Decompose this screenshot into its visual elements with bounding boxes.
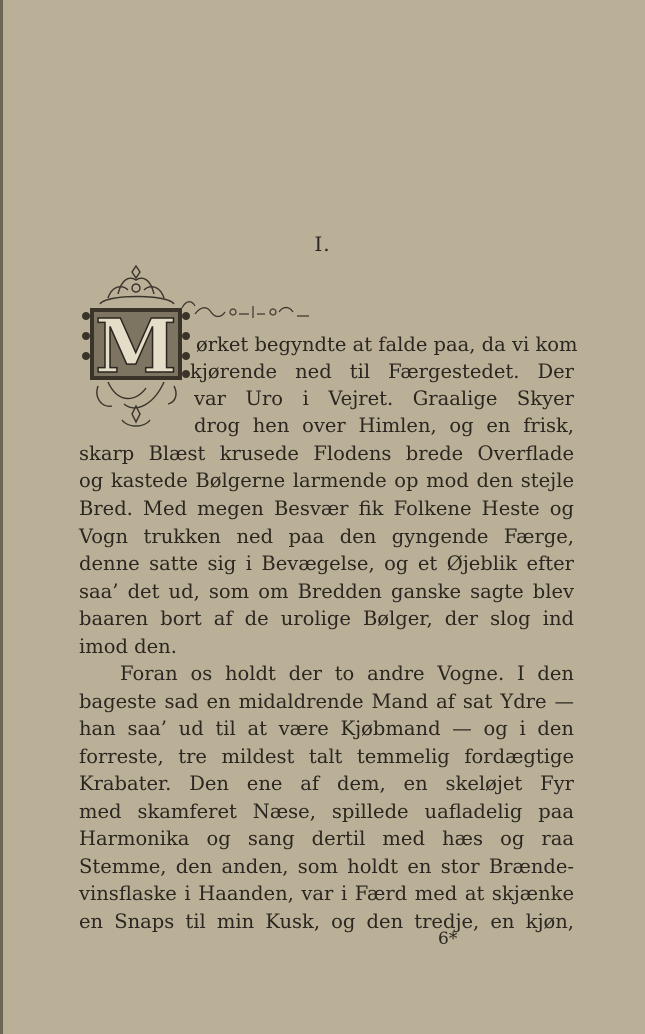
text-line: en Snaps til min Kusk, og den tredje, en kjøn, — [79, 910, 574, 933]
text-line: Vogn trukken ned paa den gyngende Færge, — [79, 525, 574, 548]
text-line: og kastede Bølgerne larmende op mod den stejle — [79, 469, 574, 492]
text-line: med skamferet Næse, spillede uafladelig paa — [79, 800, 574, 823]
text-line: kjørende ned til Færgestedet. Der — [190, 360, 574, 383]
text-line: denne satte sig i Bevægelse, og et Øjeblik efter — [79, 552, 574, 575]
header-flourish — [193, 300, 313, 326]
chapter-heading: I. — [314, 232, 331, 256]
signature-mark: 6* — [438, 929, 458, 949]
text-line: drog hen over Himlen, og en frisk, — [194, 414, 574, 437]
text-line: baaren bort af de urolige Bølger, der slog ind — [79, 607, 574, 630]
text-line: ørket begyndte at falde paa, da vi kom — [196, 333, 578, 356]
text-line: Krabater. Den ene af dem, en skeløjet Fyr — [79, 772, 574, 795]
text-line: Foran os holdt der to andre Vogne. I den — [120, 662, 574, 685]
text-line: Bred. Med megen Besvær fik Folkene Heste og — [79, 497, 574, 520]
text-line: han saa’ ud til at være Kjøbmand — og i den — [79, 717, 574, 740]
text-line: saa’ det ud, som om Bredden ganske sagte blev — [79, 580, 574, 603]
initial-letter: M — [95, 304, 177, 390]
decorated-initial — [78, 264, 196, 440]
text-line: var Uro i Vejret. Graalige Skyer — [194, 387, 574, 410]
text-line: imod den. — [79, 635, 177, 658]
text-line: vinsflaske i Haanden, var i Færd med at skjænke — [79, 882, 574, 905]
text-line: bageste sad en midaldrende Mand af sat Ydre — — [79, 690, 574, 713]
text-line: Harmonika og sang dertil med hæs og raa — [79, 827, 574, 850]
page-edge — [0, 0, 3, 1034]
text-line: Stemme, den anden, som holdt en stor Brænde- — [79, 855, 574, 878]
text-line: skarp Blæst krusede Flodens brede Overflade — [79, 442, 574, 465]
text-line: forreste, tre mildest talt temmelig fordægtige — [79, 745, 574, 768]
